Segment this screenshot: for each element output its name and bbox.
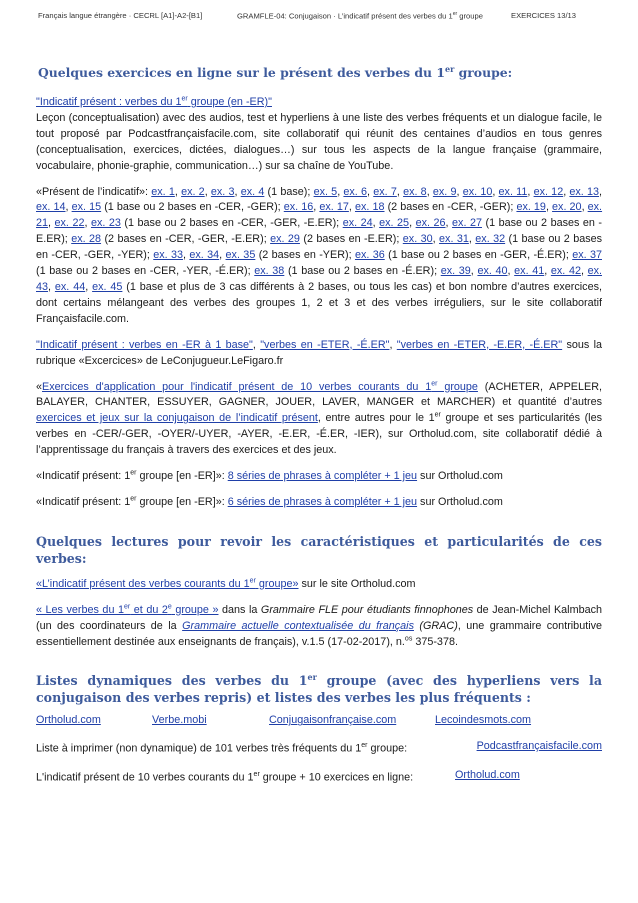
exercise-link[interactable]: ex. 14: [36, 201, 66, 214]
exercise-link[interactable]: ex. 23: [90, 217, 121, 230]
paragraph-exercises-list: «Présent de l’indicatif»: ex. 1, ex. 2, ex. 3, ex. 4 (1 base); ex. 5, ex. 6, ex. 7, ex. 8, ex. 9, ex. 10, ex. 11, ex. 12, ex. 13, ex. 14, ex. 15 (1 base ou 2 bases en -CER, -GER); ex. 16, ex. 17, ex. 18 (2 bases en -CER, -GER); ex. 19, ex. 20, ex. 21, ex. 22, ex. 23 (1 base ou 2 bases en -CER, -GER, -E.ER); ex. 24, ex. 25, ex. 26, ex. 27 (1 base ou 2 bases en -E.ER); ex. 28 (2 bases en -CER, -GER, -E.ER); ex. 29 (2 bases en -E.ER); ex. 30, ex. 31, ex. 32 (1 base ou 2 bases en -CER, -GER, -YER); ex. 33, ex. 34, ex. 35 (2 bases en -YER); ex. 36 (1 base ou 2 bases en -GER, -É.ER); ex. 37 (1 base ou 2 bases en -CER, -YER, -É.ER); ex. 38 (1 base ou 2 bases en -É.ER); ex. 39, ex. 40, ex. 41, ex. 42, ex. 43, ex. 44, ex. 45 (1 base et plus de 3 cas différents à 2 bases, ou tous les cas) et bon nombre d’autres exercices, dont certains mélangeant des verbes des groupes 1, 2 et 3 et des verbes irréguliers, sur le site collaboratif Françaisfacile.com.: [36, 185, 603, 325]
link-lefigaro-1-base[interactable]: "Indicatif présent : verbes en -ER à 1 base": [36, 338, 253, 351]
link-verbes-1er-2e-groupe[interactable]: « Les verbes du 1er et du 2e groupe »: [36, 603, 219, 616]
exercise-link[interactable]: ex. 24: [342, 217, 373, 230]
section-title-readings: Quelques lectures pour revoir les caractéristiques et particularités de ces verbes:: [36, 533, 602, 566]
exercise-link[interactable]: ex. 28: [71, 233, 102, 246]
exercise-link[interactable]: ex. 20: [552, 201, 582, 214]
paragraph-grammaire-fle: « Les verbes du 1er et du 2e groupe » dans la Grammaire FLE pour étudiants finnophones de Jean-Michel Kalmbach (un des coordinateurs de la Grammaire actuelle contextualisée du français (GRAC), une grammaire contributive essentiellement destinée aux enseignants de français), v.1.5 (17-02-2017), n.$^{os}$ 375-378.: [36, 603, 602, 648]
paragraph-series-8: «Indicatif présent: 1er groupe [en -ER]»: 8 séries de phrases à compléter + 1 jeu sur Ortholud.com: [36, 469, 503, 483]
row-online-exercises: L'indicatif présent de 10 verbes courants du 1er groupe + 10 exercices en ligne: Ortholud.com: [36, 769, 520, 784]
header-course: GRAMFLE-04: Conjugaison · L’indicatif présent des verbes du 1er groupe: [237, 11, 483, 21]
exercise-link[interactable]: ex. 11: [498, 185, 528, 198]
link-verbe-mobi[interactable]: Verbe.mobi: [152, 714, 207, 727]
exercise-link[interactable]: ex. 9: [432, 185, 457, 198]
link-grac[interactable]: Grammaire actuelle contextualisée du français: [182, 619, 414, 632]
exercise-link[interactable]: ex. 18: [354, 201, 385, 214]
exercise-link[interactable]: ex. 40: [477, 265, 508, 278]
page-header: [38, 11, 604, 21]
paragraph-series-6: «Indicatif présent: 1er groupe [en -ER]»: 6 séries de phrases à compléter + 1 jeu sur Ortholud.com: [36, 495, 503, 508]
exercise-link[interactable]: ex. 36: [354, 249, 385, 262]
exercise-link[interactable]: ex. 38: [254, 265, 285, 278]
link-podcast-lesson[interactable]: "Indicatif présent : verbes du 1er groupe (en -ER)": [36, 95, 272, 108]
exercise-link[interactable]: ex. 37: [572, 249, 602, 262]
exercise-link[interactable]: ex. 4: [240, 185, 265, 198]
link-lecoindesmots[interactable]: Lecoindesmots.com: [435, 714, 532, 727]
document-body: [36, 65, 602, 786]
exercise-link[interactable]: ex. 8: [403, 185, 427, 198]
exercise-link[interactable]: ex. 6: [343, 185, 368, 198]
link-series-6[interactable]: 6 séries de phrases à compléter + 1 jeu: [227, 495, 418, 508]
exercise-link[interactable]: ex. 43: [36, 265, 603, 293]
exercise-link[interactable]: ex. 2: [181, 185, 205, 198]
exercise-link[interactable]: ex. 32: [475, 233, 506, 246]
exercise-link[interactable]: ex. 10: [462, 185, 493, 198]
link-conjugaisonfrancaise[interactable]: Conjugaisonfrançaise.com: [269, 714, 397, 727]
exercise-link[interactable]: ex. 17: [319, 201, 349, 214]
exercise-link[interactable]: ex. 13: [569, 185, 600, 198]
link-ortholud-games[interactable]: exercices et jeux sur la conjugaison de l’indicatif présent: [36, 412, 318, 425]
exercise-link[interactable]: ex. 5: [313, 185, 338, 198]
link-ortholud[interactable]: Ortholud.com: [36, 714, 101, 727]
exercise-link[interactable]: ex. 1: [151, 185, 175, 198]
exercise-link[interactable]: ex. 25: [379, 217, 410, 230]
header-left: Français langue étrangère · CECRL [A1]-A2-[B1]: [38, 11, 203, 20]
site-links-row: [36, 712, 602, 728]
paragraph-lefigaro: "Indicatif présent : verbes en -ER à 1 base", "verbes en -ETER, -É.ER", "verbes en -ETER, -E.ER, -É.ER" sous la rubrique «Excercices» de LeConjugueur.LeFigaro.fr: [36, 338, 602, 367]
exercise-link[interactable]: ex. 29: [270, 233, 300, 246]
link-lefigaro-eter[interactable]: "verbes en -ETER, -É.ER": [260, 338, 390, 351]
exercise-link[interactable]: ex. 33: [153, 249, 184, 262]
exercise-link[interactable]: ex. 16: [283, 201, 314, 214]
exercise-link[interactable]: ex. 26: [415, 217, 446, 230]
page-title: Quelques exercices en ligne sur le présent des verbes du 1er groupe:: [38, 63, 513, 80]
exercise-link[interactable]: ex. 34: [189, 249, 220, 262]
link-ortholud-application[interactable]: Exercices d'application pour l'indicatif présent de 10 verbes courants du 1er groupe: [42, 379, 478, 393]
exercise-link[interactable]: ex. 44: [54, 280, 86, 293]
header-page-info: EXERCICES 13/13: [511, 11, 576, 20]
exercise-link[interactable]: ex. 45: [92, 280, 123, 293]
exercise-link[interactable]: ex. 41: [514, 265, 545, 278]
section-title-lists: Listes dynamiques des verbes du 1er groupe (avec des hyperliens vers la conjugaison des verbes repris) et listes des verbes les plus fréquents :: [36, 672, 602, 706]
link-ortholud-list[interactable]: Ortholud.com: [455, 769, 520, 782]
exercise-link[interactable]: ex. 19: [516, 201, 546, 214]
exercise-link[interactable]: ex. 30: [402, 233, 433, 246]
exercise-link[interactable]: ex. 7: [373, 185, 397, 198]
paragraph-ortholud: «Exercices d'application pour l'indicatif présent de 10 verbes courants du 1er groupe (ACHETER, APPELER, BALAYER, CHANTER, ESSUYER, GAGNER, JOUER, LAVER, MANGER et MARCHER) et quantité d’autres exercices et jeux sur la conjugaison de l’indicatif présent, entre autres pour le 1er groupe et ses particularités (les verbes en -CER/-GER, -OYER/-UYER, -AYER, -E.ER, -É.ER, -IER), sur Ortholud.com, site collaboratif dédié à l’apprentissage du français à travers des exercices et des jeux.: [36, 379, 602, 457]
exercise-link[interactable]: ex. 27: [452, 217, 482, 230]
row-printable-list: Liste à imprimer (non dynamique) de 101 verbes très fréquents du 1er groupe: Podcastfrançaisfacile.com: [36, 740, 602, 756]
paragraph-podcast: "Indicatif présent : verbes du 1er groupe (en -ER)" Leçon (conceptualisation) avec des audios, test et hyperliens à une liste des verbes fréquents et un dialogue facile, le tout proposé par Podcastfrançaisfacile.com, site collaboratif qui réunit des centaines d’audios en tous genres (conceptualisation, exercices, dictées, dialogues…) sur tous les aspects de la langue française (grammaire, vocabulaire, phonie-graphie, communication…) sur sa chaîne de YouTube.: [36, 95, 602, 172]
link-series-8[interactable]: 8 séries de phrases à compléter + 1 jeu: [227, 470, 418, 483]
paragraph-reading-ortholud: «L’indicatif présent des verbes courants du 1er groupe» sur le site Ortholud.com: [36, 577, 416, 590]
exercise-link[interactable]: ex. 22: [54, 217, 85, 230]
exercise-link[interactable]: ex. 39: [440, 265, 471, 278]
link-podcastfrancaisfacile[interactable]: Podcastfrançaisfacile.com: [476, 740, 602, 753]
exercise-link[interactable]: ex. 35: [225, 249, 256, 262]
exercise-link[interactable]: ex. 3: [210, 185, 235, 198]
exercise-link[interactable]: ex. 12: [533, 185, 564, 198]
exercise-link[interactable]: ex. 15: [71, 201, 102, 214]
exercise-link[interactable]: ex. 21: [36, 201, 603, 230]
link-reading-ortholud[interactable]: «L’indicatif présent des verbes courants du 1er groupe»: [36, 577, 299, 590]
exercise-link[interactable]: ex. 31: [439, 233, 469, 246]
link-lefigaro-eter-eer[interactable]: "verbes en -ETER, -E.ER, -É.ER": [396, 338, 563, 351]
exercise-link[interactable]: ex. 42: [550, 265, 581, 278]
